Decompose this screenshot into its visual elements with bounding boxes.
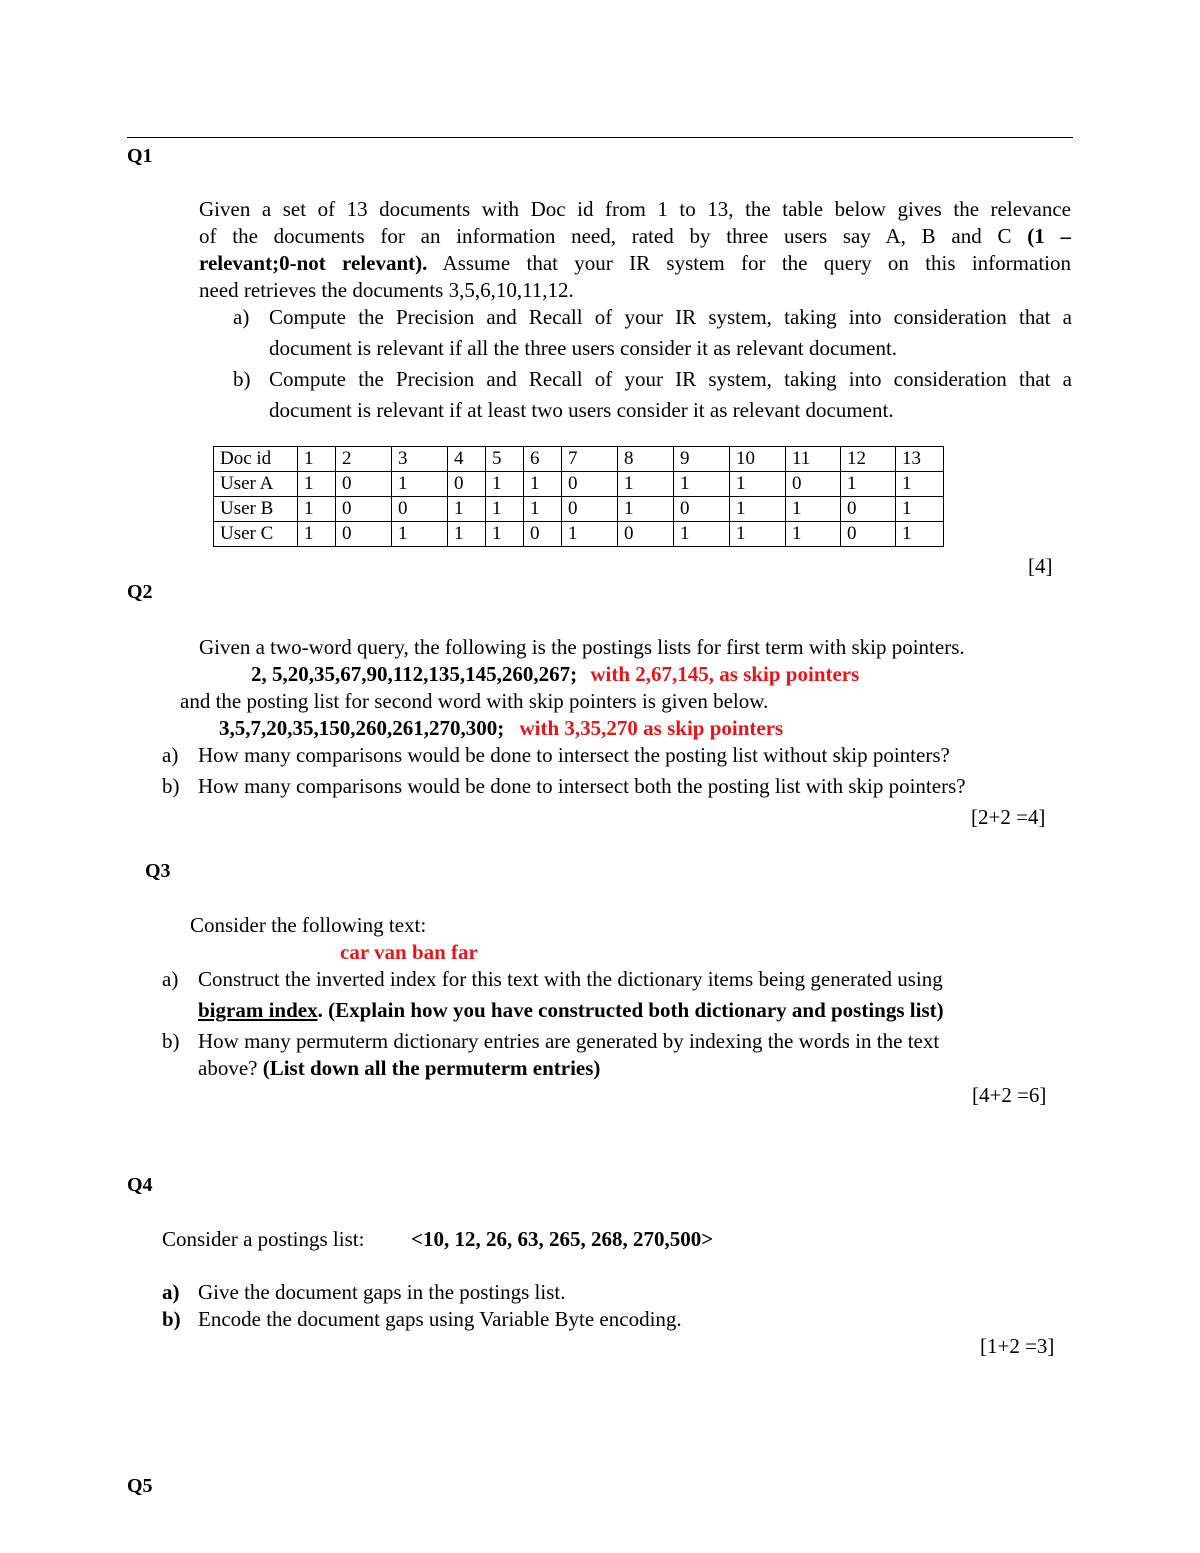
q4-marks: [1+2 =3]: [980, 1334, 1055, 1358]
q2-b-marker: b): [162, 774, 180, 798]
q2-line2: and the posting list for second word with skip pointers is given below.: [180, 689, 769, 713]
table-cell: 1: [841, 472, 896, 497]
table-cell: 1: [674, 522, 730, 547]
q3-a-marker: a): [162, 967, 179, 991]
table-cell: 1: [486, 472, 524, 497]
table-cell: 9: [674, 447, 730, 472]
table-cell: 1: [618, 497, 674, 522]
table-cell: 12: [841, 447, 896, 472]
table-cell: 1: [896, 472, 944, 497]
q2-a-marker: a): [162, 743, 179, 767]
q2-list2: 3,5,7,20,35,150,260,261,270,300;: [219, 716, 505, 740]
table-cell: 7: [562, 447, 618, 472]
q1-a-marker: a): [233, 305, 250, 329]
q4-b-marker: b): [162, 1307, 181, 1331]
table-cell: 1: [562, 522, 618, 547]
q2-list2-line: [219, 718, 783, 739]
relevance-table: [213, 446, 944, 547]
table-cell: 1: [618, 472, 674, 497]
q3-text: car van ban far: [340, 940, 478, 964]
table-cell: 1: [524, 497, 562, 522]
table-cell: 1: [486, 522, 524, 547]
table-row: [214, 497, 944, 522]
table-header-row: [214, 447, 944, 472]
table-cell: 1: [298, 447, 336, 472]
q3-b-line2-text: above?: [198, 1056, 258, 1080]
table-cell: 1: [486, 497, 524, 522]
table-cell: 1: [448, 497, 486, 522]
q1-para-line3-bold: relevant;0-not relevant).: [199, 251, 428, 275]
q1-marks: [4]: [1028, 554, 1053, 578]
table-cell: 1: [298, 522, 336, 547]
table-row: [214, 472, 944, 497]
table-cell: 1: [896, 497, 944, 522]
table-cell: 8: [618, 447, 674, 472]
q1-b-marker: b): [233, 367, 251, 391]
q3-a-line2-rest: . (Explain how you have constructed both dictionary and postings list): [317, 998, 944, 1022]
q4-list: <10, 12, 26, 63, 265, 268, 270,500>: [411, 1227, 714, 1251]
table-cell: 10: [730, 447, 786, 472]
q2-line1: Given a two-word query, the following is the postings lists for first term with skip pointers.: [199, 635, 965, 659]
q3-b-line2: [198, 1058, 600, 1079]
q2-a-text: How many comparisons would be done to intersect the posting list without skip pointers?: [198, 743, 950, 767]
table-cell: 1: [896, 522, 944, 547]
q1-para-line3: [199, 253, 1071, 274]
q3-b-line2-bold: (List down all the permuterm entries): [262, 1056, 601, 1080]
q3-label: Q3: [145, 860, 171, 882]
q1-a-line2: document is relevant if all the three users consider it as relevant document.: [269, 336, 898, 360]
table-cell: 0: [618, 522, 674, 547]
q5-label: Q5: [127, 1475, 153, 1497]
q2-skip2: with 3,35,270 as skip pointers: [519, 716, 784, 740]
table-cell: 1: [730, 522, 786, 547]
table-cell: User A: [214, 472, 298, 497]
table-cell: User B: [214, 497, 298, 522]
table-cell: 0: [392, 497, 448, 522]
q4-intro: Consider a postings list:: [162, 1227, 365, 1251]
table-cell: 1: [298, 497, 336, 522]
q4-a-text: Give the document gaps in the postings list.: [198, 1280, 566, 1304]
table-cell: 1: [448, 522, 486, 547]
q2-list1: 2, 5,20,35,67,90,112,135,145,260,267;: [251, 662, 578, 686]
q2-b-text: How many comparisons would be done to intersect both the posting list with skip pointers?: [198, 774, 966, 798]
table-cell: 0: [448, 472, 486, 497]
q1-para-line2: [199, 226, 1071, 247]
table-cell: 1: [786, 522, 841, 547]
table-cell: 2: [336, 447, 392, 472]
q2-skip1: with 2,67,145, as skip pointers: [590, 662, 860, 686]
table-cell: User C: [214, 522, 298, 547]
table-cell: 0: [336, 497, 392, 522]
q2-label: Q2: [127, 581, 153, 603]
table-cell: 1: [730, 472, 786, 497]
q3-bigram-index: bigram index: [198, 998, 318, 1022]
table-cell: 3: [392, 447, 448, 472]
table-cell: 0: [674, 497, 730, 522]
q1-para-line2-bold: (1 –: [1027, 224, 1071, 248]
q2-list1-line: [251, 664, 859, 685]
table-cell: 0: [336, 472, 392, 497]
table-cell: 0: [336, 522, 392, 547]
table-row: [214, 522, 944, 547]
q3-a-line2: [198, 1000, 944, 1021]
table-cell: 1: [786, 497, 841, 522]
table-cell: 1: [730, 497, 786, 522]
q3-b-line1: How many permuterm dictionary entries are generated by indexing the words in the text: [198, 1029, 940, 1053]
q3-b-marker: b): [162, 1029, 180, 1053]
q3-marks: [4+2 =6]: [972, 1083, 1047, 1107]
q1-para-line2-text: of the documents for an information need, rated by three users say A, B and C: [199, 224, 1012, 248]
q1-para-line3-text: Assume that your IR system for the query on this information: [442, 251, 1071, 275]
q3-a-line1: Construct the inverted index for this text with the dictionary items being generated using: [198, 967, 943, 991]
table-cell: 0: [841, 522, 896, 547]
table-cell: 1: [298, 472, 336, 497]
q1-para-line1: Given a set of 13 documents with Doc id from 1 to 13, the table below gives the relevance: [199, 197, 1071, 221]
table-cell: 0: [841, 497, 896, 522]
table-cell: 0: [786, 472, 841, 497]
table-cell: 0: [562, 472, 618, 497]
q1-para-line4: need retrieves the documents 3,5,6,10,11,12.: [199, 278, 574, 302]
table-cell: 1: [392, 472, 448, 497]
table-cell: 13: [896, 447, 944, 472]
q4-b-text: Encode the document gaps using Variable Byte encoding.: [198, 1307, 682, 1331]
top-rule: [127, 137, 1073, 138]
table-cell: 11: [786, 447, 841, 472]
table-cell: 1: [674, 472, 730, 497]
table-cell: 1: [392, 522, 448, 547]
table-cell: 4: [448, 447, 486, 472]
table-cell: 5: [486, 447, 524, 472]
q1-a-line1: Compute the Precision and Recall of your IR system, taking into consideration that a: [269, 305, 1072, 329]
q2-marks: [2+2 =4]: [971, 805, 1046, 829]
q4-a-marker: a): [162, 1280, 180, 1304]
q1-b-line2: document is relevant if at least two users consider it as relevant document.: [269, 398, 894, 422]
table-cell: Doc id: [214, 447, 298, 472]
q4-label: Q4: [127, 1174, 153, 1196]
table-cell: 0: [562, 497, 618, 522]
q1-b-line1: Compute the Precision and Recall of your IR system, taking into consideration that a: [269, 367, 1072, 391]
q1-label: Q1: [127, 145, 153, 167]
q3-intro: Consider the following text:: [190, 913, 427, 937]
table-cell: 1: [524, 472, 562, 497]
table-cell: 0: [524, 522, 562, 547]
table-cell: 6: [524, 447, 562, 472]
